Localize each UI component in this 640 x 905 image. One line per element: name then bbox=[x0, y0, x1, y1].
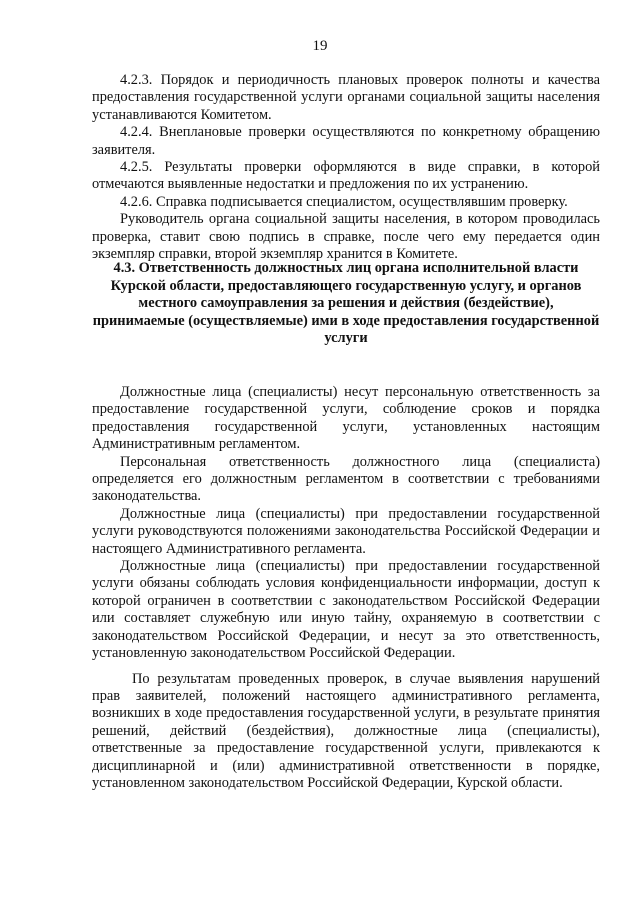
paragraph-signature: Руководитель органа социальной защиты населения, в котором проводилась проверка, ставит свою подпись в справке, после чего ему передается один экземпляр справки, второй экземпляр хранится в Комитете. bbox=[92, 211, 600, 263]
paragraph-4-2-5: 4.2.5. Результаты проверки оформляются в виде справки, в которой отмечаются выявленные недостатки и предложения по их устранению. bbox=[92, 159, 600, 193]
paragraph-personal-responsibility: Должностные лица (специалисты) несут персональную ответственность за предоставление государственной услуги, соблюдение сроков и порядка предоставления государственной услуги, установленных настоящим Административным регламентом. bbox=[92, 384, 600, 453]
section-heading: 4.3. Ответственность должностных лиц органа исполнительной власти Курской области, предоставляющего государственную услугу, и органов местного самоуправления за решения и действия (бездействие), принимаемые (осуществляемые) ими в ходе предоставления государственной услуги bbox=[92, 260, 600, 347]
page-number: 19 bbox=[312, 38, 328, 54]
paragraph-4-2-4: 4.2.4. Внеплановые проверки осуществляются по конкретному обращению заявителя. bbox=[92, 124, 600, 158]
paragraph-legislation: Должностные лица (специалисты) при предоставлении государственной услуги руководствуются положениями законодательства Российской Федерации и настоящего Административного регламента. bbox=[92, 505, 600, 557]
paragraph-confidentiality: Должностные лица (специалисты) при предоставлении государственной услуги обязаны соблюдать условия конфиденциальности информации, доступ к которой ограничен в соответствии с законодательством Российской Федерации или составляет служебную или иную тайну, охраняемую в соответствии с законодательством Российской Федерации, и несут за это ответственность, установленную законодательством Российской Федерации. bbox=[92, 558, 600, 662]
paragraph-4-2-6: 4.2.6. Справка подписывается специалистом, осуществлявшим проверку. bbox=[120, 193, 568, 210]
paragraph-job-regulation: Персональная ответственность должностного лица (специалиста) определяется его должностным регламентом в соответствии с требованиями законодательства. bbox=[92, 453, 600, 505]
paragraph-violations: По результатам проведенных проверок, в случае выявления нарушений прав заявителей, положений настоящего административного регламента, возникших в ходе предоставления государственной услуги, в результате принятия решений, действий (бездействия), должностные лица (специалисты), ответственные за предоставление государственной услуги, привлекаются к дисциплинарной и (или) административной ответственности в порядке, установленном законодательством Российской Федерации, Курской области. bbox=[92, 670, 600, 791]
paragraph-4-2-3: 4.2.3. Порядок и периодичность плановых проверок полноты и качества предоставления государственной услуги органами социальной защиты населения устанавливаются Комитетом. bbox=[92, 72, 600, 123]
paragraph-block-top bbox=[92, 72, 600, 263]
paragraph-block-bottom bbox=[92, 384, 600, 792]
